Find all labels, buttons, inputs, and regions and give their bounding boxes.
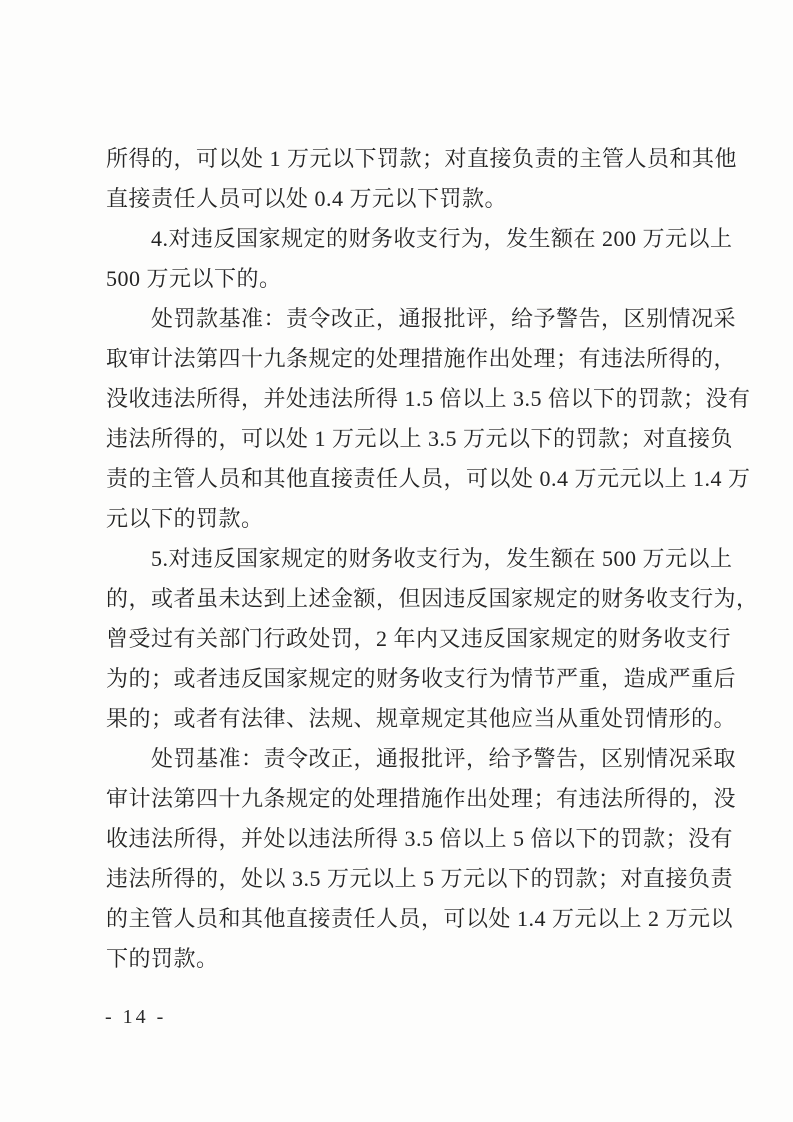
text-line: 果的；或者有法律、法规、规章规定其他应当从重处罚情形的。	[106, 706, 737, 731]
text-line: 曾受过有关部门行政处罚，2 年内又违反国家规定的财务收支行	[106, 626, 732, 651]
text-line: 的，或者虽未达到上述金额，但因违反国家规定的财务收支行为，	[106, 586, 759, 611]
text-line: 500 万元以下的。	[106, 266, 282, 291]
document-text	[106, 139, 759, 979]
text-line: 所得的，可以处 1 万元以下罚款；对直接负责的主管人员和其他	[106, 146, 738, 171]
page-number: - 14 -	[105, 1006, 167, 1028]
text-line: 收违法所得，并处以违法所得 3.5 倍以上 5 倍以下的罚款；没有	[106, 826, 734, 851]
text-line: 处罚基准：责令改正，通报批评，给予警告，区别情况采取	[151, 746, 737, 771]
text-line: 违法所得的，可以处 1 万元以上 3.5 万元以下的罚款；对直接负	[106, 426, 734, 451]
text-line: 处罚款基准：责令改正，通报批评，给予警告，区别情况采	[151, 306, 737, 331]
text-line: 直接责任人员可以处 0.4 万元以下罚款。	[106, 186, 508, 211]
text-line: 5.对违反国家规定的财务收支行为，发生额在 500 万元以上	[151, 546, 733, 571]
text-line: 4.对违反国家规定的财务收支行为，发生额在 200 万元以上	[151, 226, 733, 251]
text-line: 的主管人员和其他直接责任人员，可以处 1.4 万元以上 2 万元以	[106, 906, 734, 931]
text-line: 审计法第四十九条规定的处理措施作出处理；有违法所得的，没	[106, 786, 737, 811]
text-line: 取审计法第四十九条规定的处理措施作出处理；有违法所得的，	[106, 346, 737, 371]
text-line: 违法所得的，处以 3.5 万元以上 5 万元以下的罚款；对直接负责	[106, 866, 734, 891]
text-line: 为的；或者违反国家规定的财务收支行为情节严重，造成严重后	[106, 666, 737, 691]
text-line: 元以下的罚款。	[106, 506, 264, 531]
text-line: 没收违法所得，并处违法所得 1.5 倍以上 3.5 倍以下的罚款；没有	[106, 386, 751, 411]
text-line: 责的主管人员和其他直接责任人员，可以处 0.4 万元元以上 1.4 万	[106, 466, 751, 491]
text-line: 下的罚款。	[106, 946, 219, 971]
